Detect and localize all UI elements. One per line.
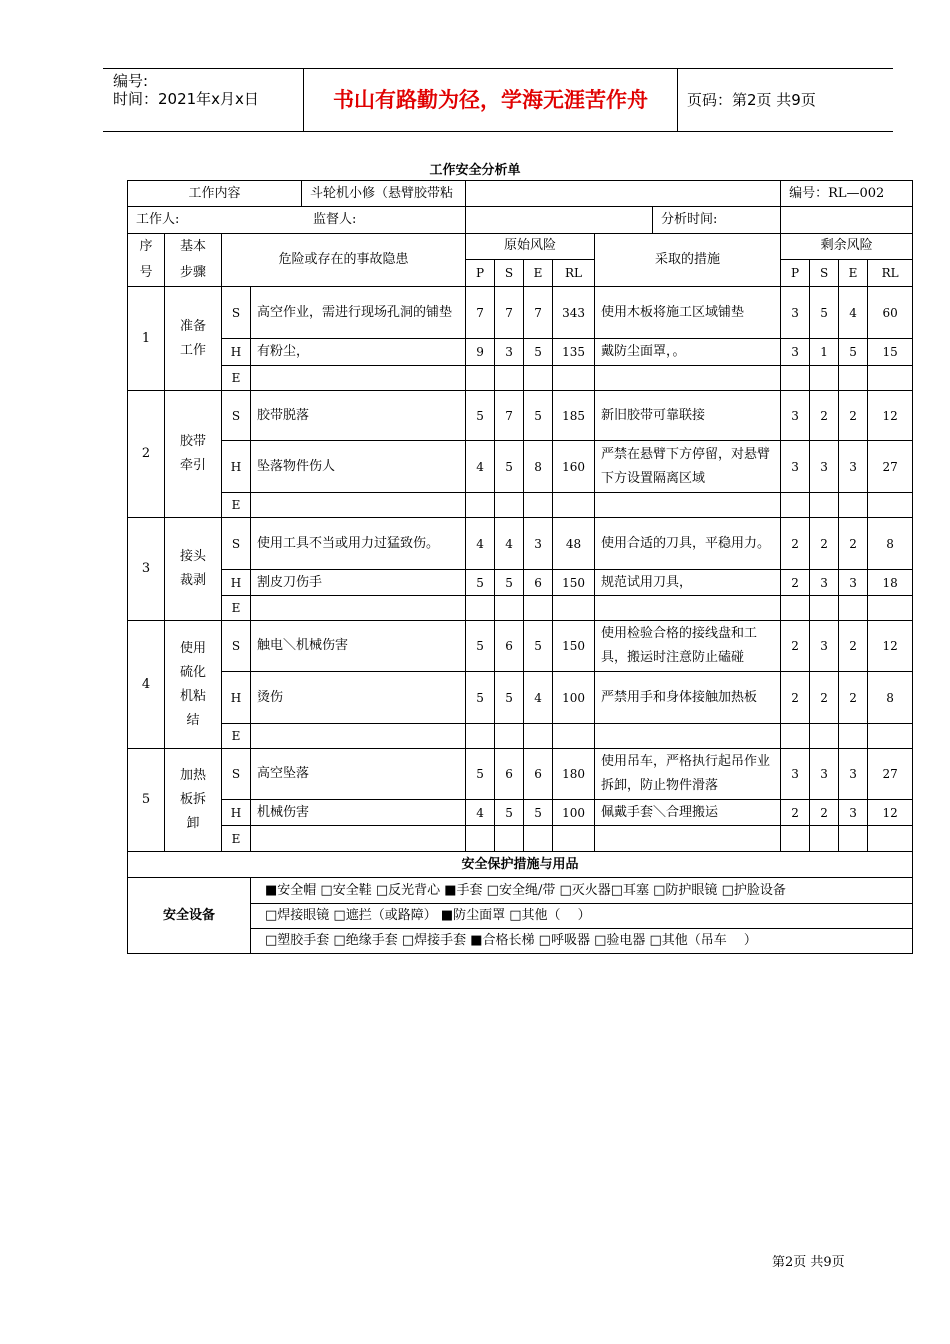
original-rl: 343 (553, 287, 595, 339)
safety-equipment-line-1: ■安全帽 □安全鞋 □反光背心 ■手套 □安全绳/带 □灭火器□耳塞 □防护眼镜 □护脸设备 (251, 878, 913, 904)
original-s: 6 (495, 749, 524, 800)
measure-text: 使用检验合格的接线盘和工具，搬运时注意防止磕碰 (595, 621, 781, 672)
original-e (524, 596, 553, 621)
document-header (103, 68, 893, 132)
residual-s (810, 493, 839, 518)
residual-e: 5 (839, 339, 868, 366)
hazard-text (251, 826, 466, 852)
residual-rl: 12 (868, 800, 913, 826)
step-name: 使用硫化机粘结 (165, 621, 222, 749)
residual-p (781, 366, 810, 391)
residual-s (810, 366, 839, 391)
hazard-type: E (222, 596, 251, 621)
header-slogan: 书山有路勤为径，学海无涯苦作舟 (333, 87, 648, 112)
work-content-label: 工作内容 (128, 181, 302, 206)
measure-text: 使用木板将施工区域铺垫 (595, 287, 781, 339)
residual-e (839, 724, 868, 749)
residual-rl (868, 493, 913, 518)
original-s: 6 (495, 621, 524, 672)
original-s: 5 (495, 441, 524, 493)
original-rl (553, 724, 595, 749)
original-rl: 185 (553, 391, 595, 441)
table-row (128, 391, 913, 441)
original-s: 5 (495, 800, 524, 826)
measure-text (595, 724, 781, 749)
table-row (128, 287, 913, 339)
table-row (128, 570, 913, 596)
original-rl: 180 (553, 749, 595, 800)
residual-p (781, 596, 810, 621)
document-title: 工作安全分析单 (429, 163, 521, 178)
step-name: 接头裁剥 (165, 518, 222, 621)
hazard-type: H (222, 339, 251, 366)
step-header: 基本步骤 (165, 234, 222, 287)
hazard-text: 胶带脱落 (251, 391, 466, 441)
original-s (495, 493, 524, 518)
residual-s: 3 (810, 570, 839, 596)
original-s (495, 366, 524, 391)
hazard-type: S (222, 749, 251, 800)
measure-text: 戴防尘面罩，。 (595, 339, 781, 366)
original-p: 4 (466, 800, 495, 826)
residual-p: 3 (781, 441, 810, 493)
residual-s-header: S (810, 259, 839, 286)
measure-text: 严禁用手和身体接触加热板 (595, 672, 781, 724)
original-s: 3 (495, 339, 524, 366)
original-rl (553, 596, 595, 621)
residual-s (810, 826, 839, 852)
original-e (524, 826, 553, 852)
original-s: 4 (495, 518, 524, 570)
step-name: 准备工作 (165, 287, 222, 391)
original-p: 7 (466, 287, 495, 339)
step-seq: 5 (128, 749, 165, 852)
residual-rl: 8 (868, 672, 913, 724)
residual-e: 2 (839, 518, 868, 570)
residual-e: 3 (839, 800, 868, 826)
original-rl: 150 (553, 621, 595, 672)
seq-header: 序号 (128, 234, 165, 287)
safety-equipment-line-3: □塑胶手套 □绝缘手套 □焊接手套 ■合格长梯 □呼吸器 □验电器 □其他（吊车 ） (251, 929, 913, 954)
original-s (495, 724, 524, 749)
original-e: 5 (524, 800, 553, 826)
residual-rl (868, 724, 913, 749)
original-e (524, 493, 553, 518)
residual-e (839, 366, 868, 391)
residual-e: 2 (839, 621, 868, 672)
residual-s: 2 (810, 518, 839, 570)
original-e: 5 (524, 339, 553, 366)
residual-s: 1 (810, 339, 839, 366)
measure-text: 使用合适的刀具，平稳用力。 (595, 518, 781, 570)
hazard-text: 烫伤 (251, 672, 466, 724)
residual-s: 2 (810, 800, 839, 826)
original-p (466, 826, 495, 852)
original-e: 5 (524, 621, 553, 672)
hazard-type: E (222, 493, 251, 518)
original-e: 8 (524, 441, 553, 493)
measures-header: 采取的措施 (595, 234, 781, 287)
rl-header: RL (553, 259, 595, 286)
residual-rl: 27 (868, 749, 913, 800)
residual-e: 3 (839, 749, 868, 800)
hazard-text (251, 596, 466, 621)
residual-rl (868, 826, 913, 852)
residual-p (781, 493, 810, 518)
original-rl: 160 (553, 441, 595, 493)
measure-text: 佩戴手套＼合理搬运 (595, 800, 781, 826)
original-p (466, 724, 495, 749)
original-rl: 135 (553, 339, 595, 366)
residual-e: 2 (839, 391, 868, 441)
hazard-text: 割皮刀伤手 (251, 570, 466, 596)
residual-e: 3 (839, 441, 868, 493)
hazard-text: 高空坠落 (251, 749, 466, 800)
residual-p: 2 (781, 621, 810, 672)
residual-rl: 18 (868, 570, 913, 596)
residual-p: 3 (781, 391, 810, 441)
hazard-text (251, 724, 466, 749)
measure-text (595, 493, 781, 518)
table-row (128, 441, 913, 493)
measure-text (595, 366, 781, 391)
table-row (128, 826, 913, 852)
original-s: 5 (495, 570, 524, 596)
safety-section-title: 安全保护措施与用品 (128, 852, 913, 878)
original-risk-header: 原始风险 (466, 234, 595, 260)
residual-rl: 27 (868, 441, 913, 493)
original-p: 5 (466, 749, 495, 800)
supervisor-label: 监督人: (313, 212, 357, 227)
step-seq: 2 (128, 391, 165, 518)
residual-p (781, 826, 810, 852)
measure-text: 新旧胶带可靠联接 (595, 391, 781, 441)
original-p: 5 (466, 570, 495, 596)
form-code: 编号：RL—002 (781, 181, 913, 207)
page-footer: 第2页 共9页 (772, 1255, 845, 1270)
table-row (128, 800, 913, 826)
residual-rl: 60 (868, 287, 913, 339)
residual-risk-header: 剩余风险 (781, 234, 913, 260)
original-s: 5 (495, 672, 524, 724)
original-rl: 100 (553, 672, 595, 724)
residual-e: 3 (839, 570, 868, 596)
residual-e-header: E (839, 259, 868, 286)
safety-section-row (128, 852, 913, 878)
hazard-type: H (222, 800, 251, 826)
original-rl (553, 366, 595, 391)
hazard-type: S (222, 518, 251, 570)
original-s: 7 (495, 287, 524, 339)
residual-p-header: P (781, 259, 810, 286)
residual-p: 2 (781, 672, 810, 724)
original-s: 7 (495, 391, 524, 441)
residual-p: 3 (781, 287, 810, 339)
step-seq: 4 (128, 621, 165, 749)
original-p: 5 (466, 621, 495, 672)
original-rl: 150 (553, 570, 595, 596)
e-header: E (524, 259, 553, 286)
hazard-type: E (222, 826, 251, 852)
table-row (128, 749, 913, 800)
hazard-text: 机械伤害 (251, 800, 466, 826)
original-e: 4 (524, 672, 553, 724)
measure-text (595, 596, 781, 621)
worker-label: 工作人: (136, 212, 180, 227)
table-row (128, 518, 913, 570)
hazard-type: H (222, 570, 251, 596)
original-e: 3 (524, 518, 553, 570)
residual-s: 3 (810, 749, 839, 800)
step-seq: 3 (128, 518, 165, 621)
hazard-type: H (222, 672, 251, 724)
header-divider (677, 69, 678, 131)
column-header-row-1 (128, 234, 913, 260)
original-p: 9 (466, 339, 495, 366)
table-row (128, 596, 913, 621)
residual-s: 2 (810, 672, 839, 724)
original-e (524, 366, 553, 391)
step-seq: 1 (128, 287, 165, 391)
hazard-type: S (222, 287, 251, 339)
hazard-text: 有粉尘， (251, 339, 466, 366)
hazard-text (251, 366, 466, 391)
original-rl: 100 (553, 800, 595, 826)
safety-equipment-line-2: □焊接眼镜 □遮拦（或路障） ■防尘面罩 □其他（ ） (251, 904, 913, 929)
residual-s: 2 (810, 391, 839, 441)
original-rl: 48 (553, 518, 595, 570)
hazard-text (251, 493, 466, 518)
original-e: 5 (524, 391, 553, 441)
hazard-type: S (222, 621, 251, 672)
residual-s: 3 (810, 621, 839, 672)
work-content-value: 斗轮机小修（悬臂胶带粘 (310, 186, 454, 201)
hazard-text: 触电＼机械伤害 (251, 621, 466, 672)
step-name: 胶带牵引 (165, 391, 222, 518)
original-s (495, 596, 524, 621)
original-e: 6 (524, 749, 553, 800)
table-row (128, 339, 913, 366)
residual-s: 3 (810, 441, 839, 493)
original-p: 5 (466, 672, 495, 724)
residual-rl (868, 366, 913, 391)
residual-e: 2 (839, 672, 868, 724)
hazard-text: 高空作业，需进行现场孔洞的铺垫 (251, 287, 466, 339)
residual-s: 5 (810, 287, 839, 339)
original-p: 4 (466, 518, 495, 570)
hazard-type: E (222, 724, 251, 749)
work-content-row (128, 181, 913, 207)
residual-e (839, 596, 868, 621)
original-p: 4 (466, 441, 495, 493)
residual-rl: 12 (868, 391, 913, 441)
p-header: P (466, 259, 495, 286)
analysis-time-label: 分析时间: (652, 207, 780, 233)
original-s (495, 826, 524, 852)
hazard-type: H (222, 441, 251, 493)
number-label: 编号: (113, 72, 149, 90)
residual-s (810, 724, 839, 749)
residual-e (839, 826, 868, 852)
residual-s (810, 596, 839, 621)
residual-rl: 15 (868, 339, 913, 366)
residual-rl (868, 596, 913, 621)
safety-equipment-row (128, 878, 913, 904)
residual-rl: 8 (868, 518, 913, 570)
residual-p: 3 (781, 339, 810, 366)
personnel-row (128, 207, 913, 234)
measure-text: 严禁在悬臂下方停留，对悬臂下方设置隔离区域 (595, 441, 781, 493)
step-name: 加热板拆卸 (165, 749, 222, 852)
original-rl (553, 826, 595, 852)
residual-rl: 12 (868, 621, 913, 672)
measure-text: 规范试用刀具， (595, 570, 781, 596)
residual-p: 2 (781, 518, 810, 570)
header-page-info: 页码：第2页 共9页 (687, 91, 816, 109)
table-row (128, 366, 913, 391)
job-safety-analysis-table (127, 180, 913, 954)
original-e: 6 (524, 570, 553, 596)
table-row (128, 621, 913, 672)
hazard-text: 坠落物件伤人 (251, 441, 466, 493)
original-e (524, 724, 553, 749)
table-row (128, 724, 913, 749)
residual-rl-header: RL (868, 259, 913, 286)
residual-p: 2 (781, 800, 810, 826)
measure-text (595, 826, 781, 852)
hazard-type: E (222, 366, 251, 391)
header-meta (103, 69, 303, 131)
table-row (128, 672, 913, 724)
original-rl (553, 493, 595, 518)
measure-text: 使用吊车，严格执行起吊作业拆卸，防止物件滑落 (595, 749, 781, 800)
residual-p (781, 724, 810, 749)
original-p (466, 493, 495, 518)
original-p: 5 (466, 391, 495, 441)
s-header: S (495, 259, 524, 286)
hazard-header: 危险或存在的事故隐患 (222, 234, 466, 287)
hazard-text: 使用工具不当或用力过猛致伤。 (251, 518, 466, 570)
residual-e (839, 493, 868, 518)
table-row (128, 493, 913, 518)
residual-p: 2 (781, 570, 810, 596)
residual-p: 3 (781, 749, 810, 800)
hazard-type: S (222, 391, 251, 441)
residual-e: 4 (839, 287, 868, 339)
original-p (466, 596, 495, 621)
safety-equipment-label: 安全设备 (128, 878, 251, 954)
original-e: 7 (524, 287, 553, 339)
original-p (466, 366, 495, 391)
time-label: 时间：2021年x月x日 (113, 90, 259, 108)
